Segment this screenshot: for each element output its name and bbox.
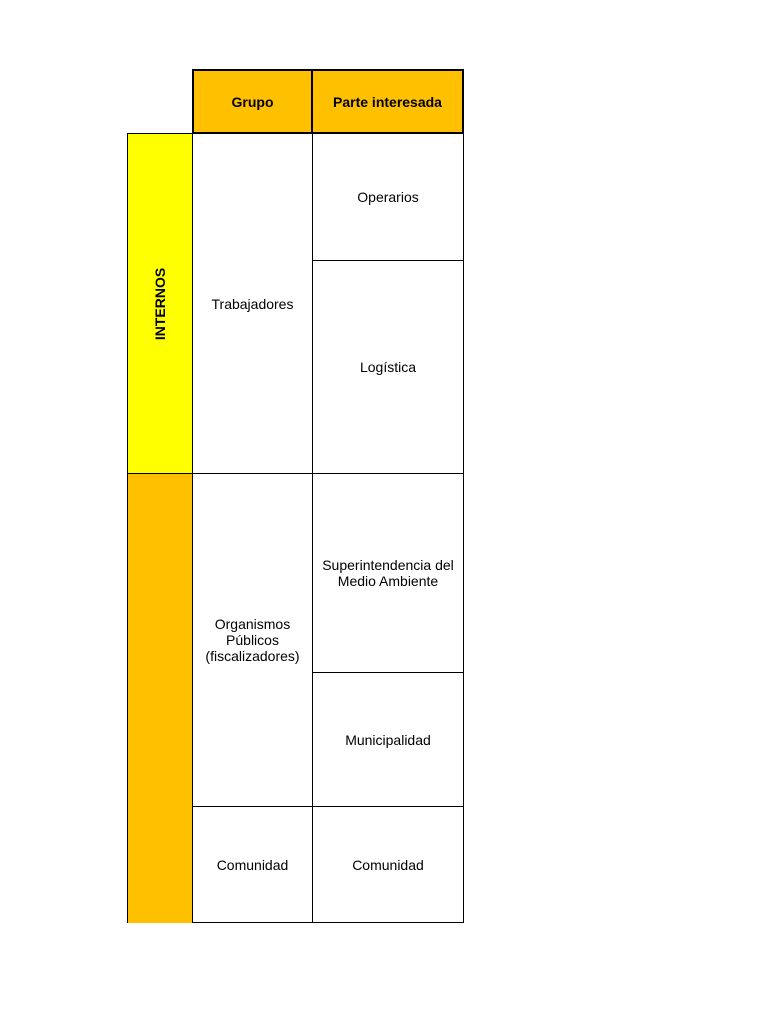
header-grupo [192, 69, 313, 134]
header-parte-interesada [311, 69, 464, 134]
group-organismos [192, 473, 313, 807]
party-municipalidad-label: Municipalidad [345, 731, 431, 748]
party-comunidad [312, 806, 464, 923]
party-logistica [312, 260, 464, 474]
party-comunidad-label: Comunidad [352, 856, 424, 873]
group-organismos-label: Organismos Públicos (fiscalizadores) [205, 616, 300, 664]
party-operarios-label: Operarios [357, 189, 419, 205]
header-parte-interesada-label: Parte interesada [333, 93, 442, 110]
party-municipalidad [312, 672, 464, 807]
group-trabajadores [192, 133, 313, 474]
party-logistica-label: Logística [359, 359, 417, 375]
section-internos-label: INTERNOS [152, 267, 168, 340]
section-externos [127, 473, 193, 923]
group-comunidad [192, 806, 313, 923]
group-trabajadores-label: Trabajadores [211, 295, 294, 312]
party-superintendencia [312, 473, 464, 673]
party-operarios [312, 133, 464, 261]
party-superintendencia-label: Superintendencia del Medio Ambiente [322, 557, 454, 589]
header-grupo-label: Grupo [231, 93, 274, 110]
group-comunidad-label: Comunidad [216, 856, 289, 873]
section-internos [127, 133, 193, 474]
